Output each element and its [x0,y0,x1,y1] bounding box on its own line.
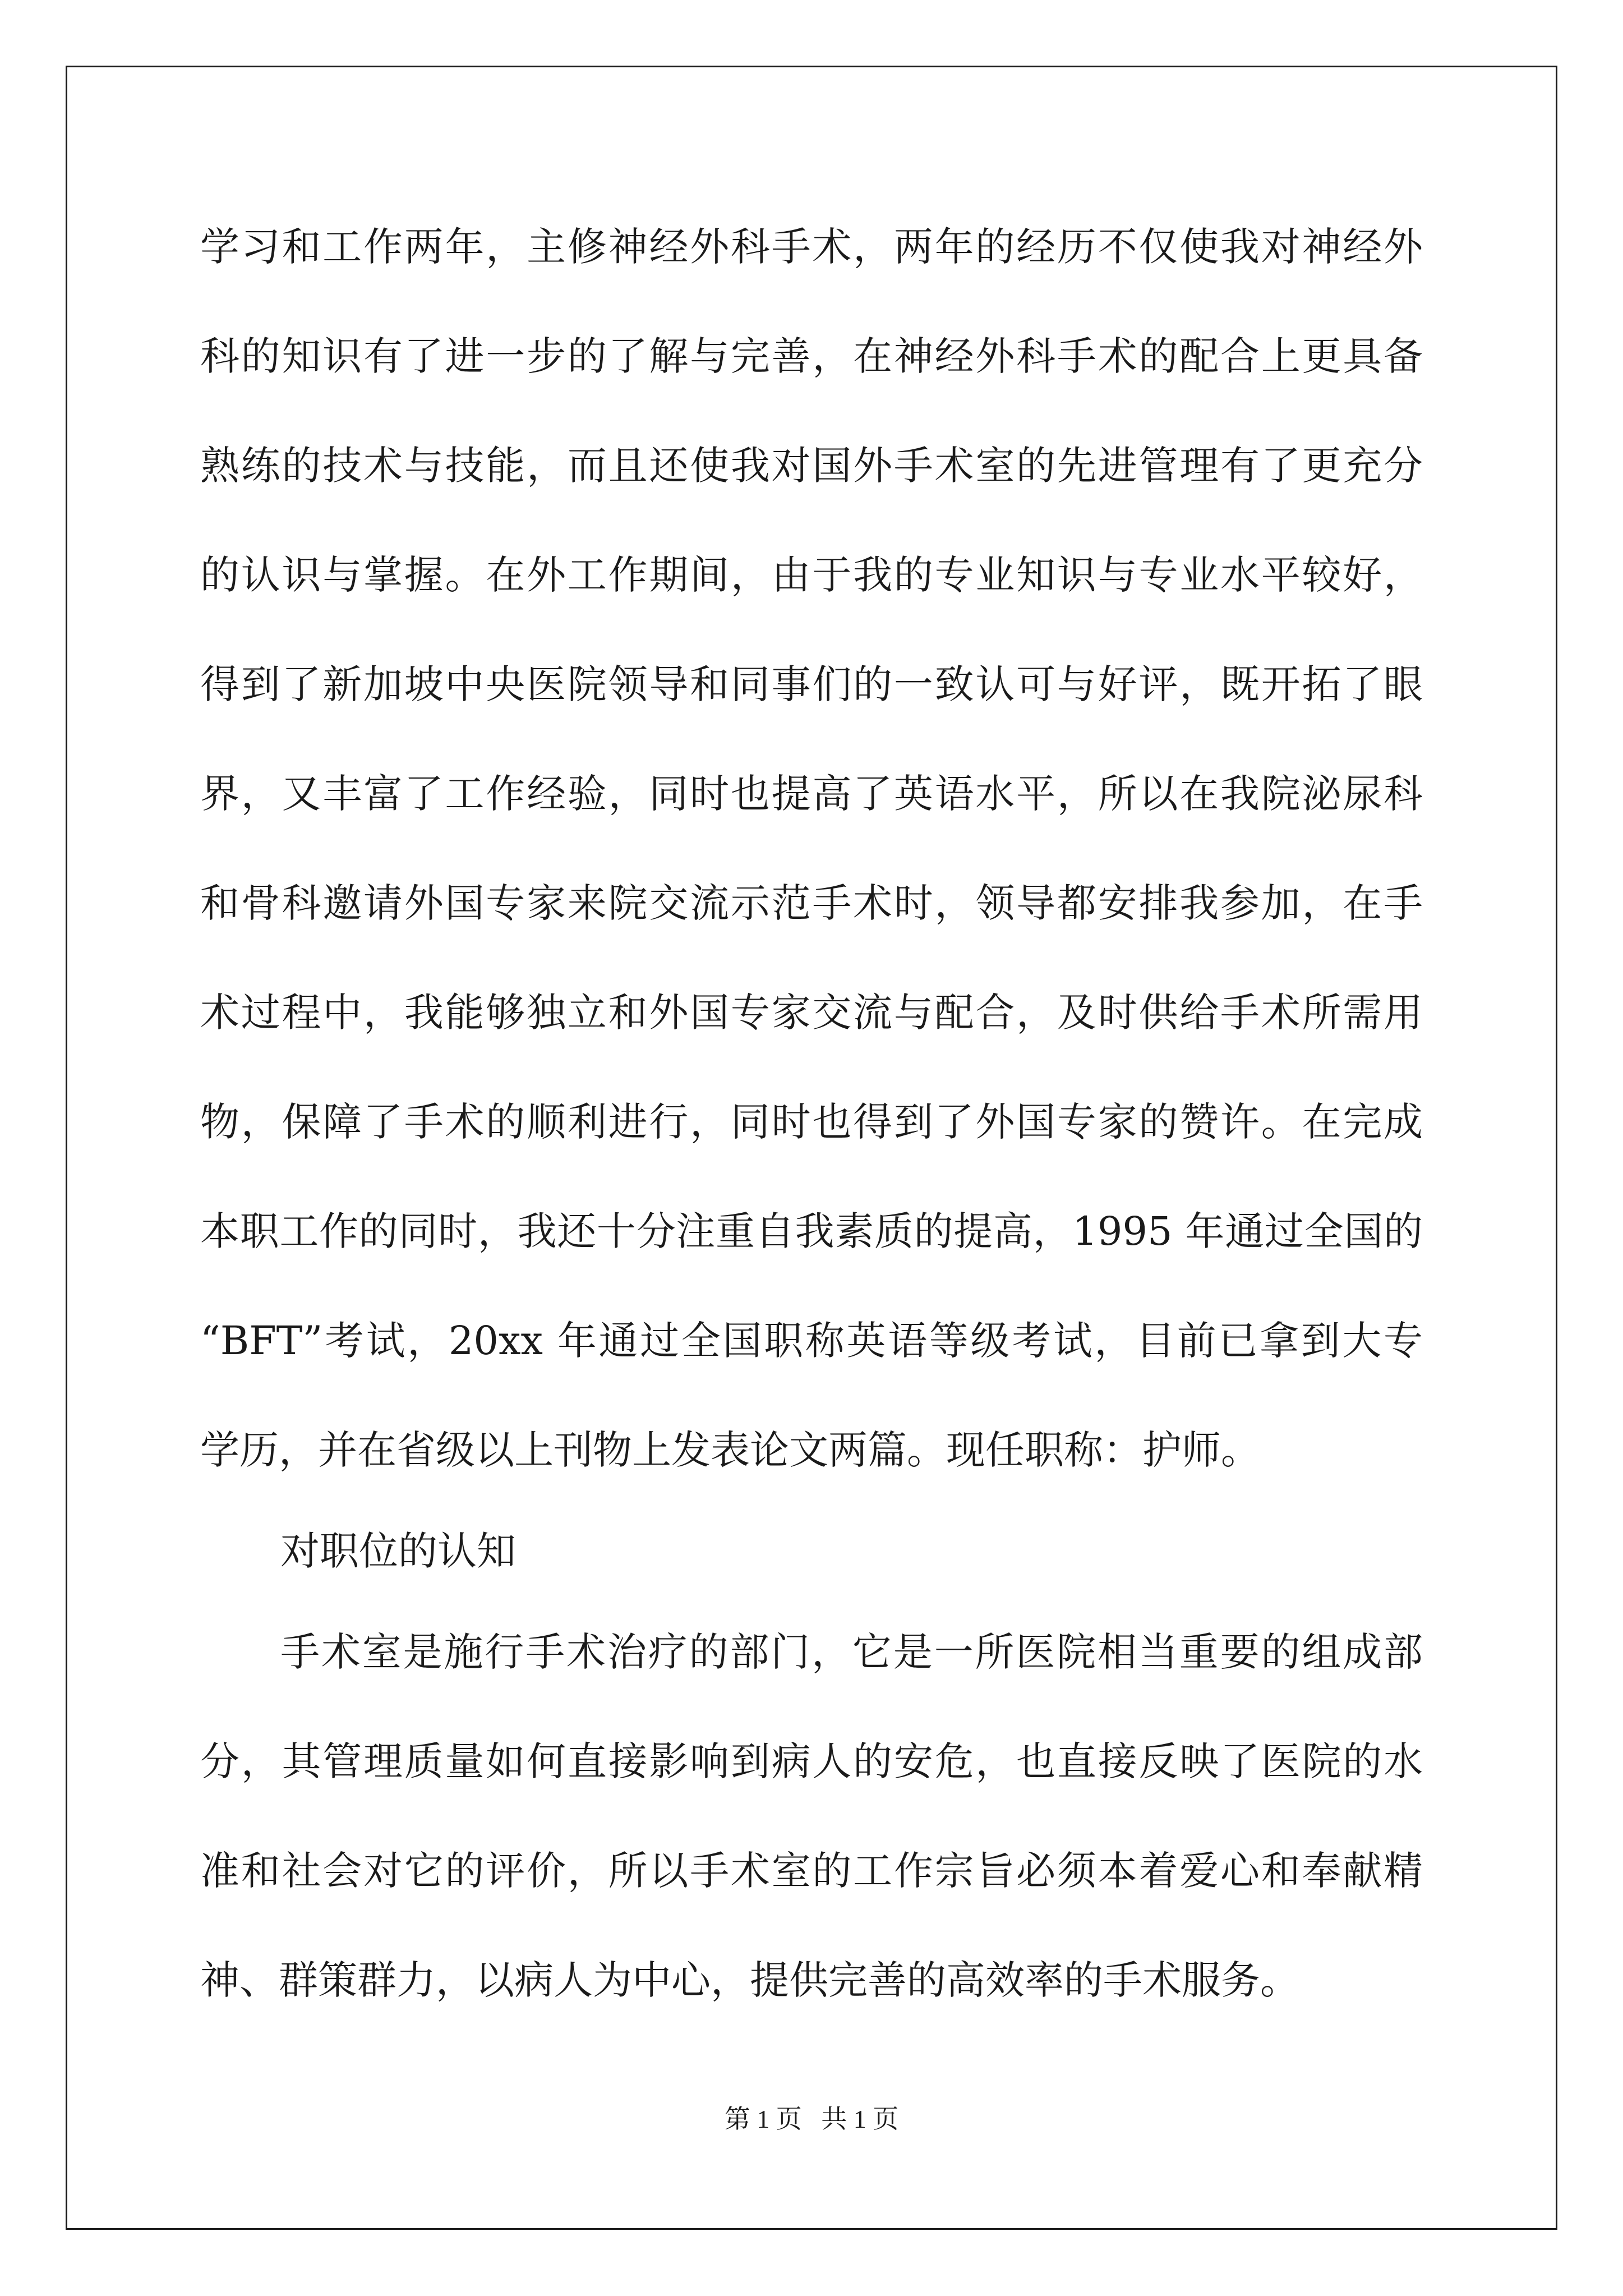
text-line: 界，又丰富了工作经验，同时也提高了英语水平，所以在我院泌尿科 [200,771,1423,817]
text-line: 准和社会对它的评价，所以手术室的工作宗旨必须本着爱心和奉献精 [200,1848,1423,1894]
text-line: 学历，并在省级以上刊物上发表论文两篇。现任职称：护师。 [200,1427,1260,1473]
text-line: 得到了新加坡中央医院领导和同事们的一致认可与好评，既开拓了眼 [200,661,1423,707]
text-line: 和骨科邀请外国专家来院交流示范手术时，领导都安排我参加，在手 [200,880,1423,926]
text-line: 科的知识有了进一步的了解与完善，在神经外科手术的配合上更具备 [200,333,1423,379]
text-line: 术过程中，我能够独立和外国专家交流与配合，及时供给手术所需用 [200,990,1423,1036]
page-number-footer: 第 1 页 共 1 页 [724,2105,899,2133]
text-line: 的认识与掌握。在外工作期间，由于我的专业知识与专业水平较好， [200,552,1423,598]
text-line: “BFT”考试，20xx 年通过全国职称英语等级考试，目前已拿到大专 [200,1318,1423,1364]
text-line: 本职工作的同时，我还十分注重自我素质的提高，1995 年通过全国的 [200,1208,1423,1254]
text-line: 物，保障了手术的顺利进行，同时也得到了外国专家的赞许。在完成 [200,1099,1423,1145]
text-line: 神、群策群力，以病人为中心，提供完善的高效率的手术服务。 [200,1957,1299,2003]
section-heading: 对职位的认知 [280,1528,516,1574]
text-line: 分，其管理质量如何直接影响到病人的安危，也直接反映了医院的水 [200,1738,1423,1784]
text-line: 学习和工作两年，主修神经外科手术，两年的经历不仅使我对神经外 [200,224,1423,270]
text-line: 手术室是施行手术治疗的部门，它是一所医院相当重要的组成部 [280,1629,1423,1675]
text-line: 熟练的技术与技能，而且还使我对国外手术室的先进管理有了更充分 [200,443,1423,489]
